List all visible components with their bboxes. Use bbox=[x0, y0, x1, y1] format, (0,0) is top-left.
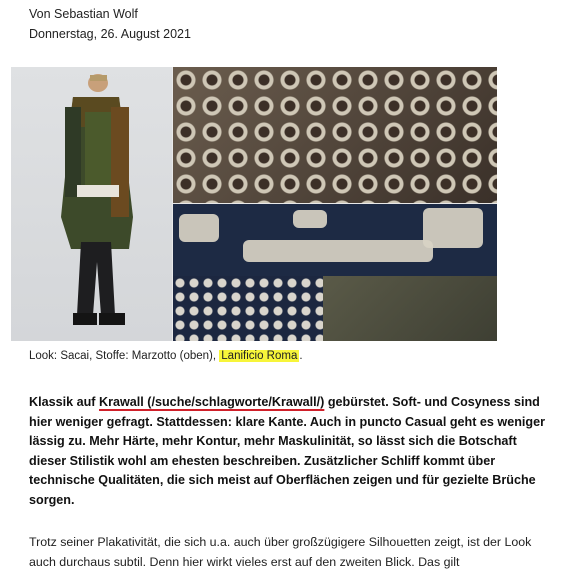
lead-text-rest: gebürstet. Soft- und Cosyness sind hier weniger gefragt. Stattdessen: klare Kante. Auch in puncto Casual geht es weniger lässig zu. Mehr Härte, mehr Kontur, mehr Maskulinität, so lässt sich die Botschaft dieser Stilistik wohl am ehesten beschreiben. Zusätzlicher Schliff kommt über technische Qualitäten, die sich meist auf Oberflächen zeigen und für gezielte Brüche sorgen. bbox=[29, 395, 545, 507]
model-illustration bbox=[11, 67, 172, 341]
caption-link-lanificio-roma[interactable]: Lanificio Roma bbox=[221, 350, 298, 362]
caption-suffix: . bbox=[299, 350, 303, 362]
fabric-photo-quilted bbox=[323, 276, 497, 341]
publish-date: Donnerstag, 26. August 2021 bbox=[29, 27, 191, 41]
krawall-link[interactable]: Krawall (/suche/schlagworte/Krawall/) bbox=[99, 395, 325, 409]
caption-text: Look: Sacai, Stoffe: Marzotto (oben), bbox=[29, 350, 220, 362]
fabric-photo-lanificio-bottom bbox=[173, 276, 323, 341]
fabric-photo-marzotto bbox=[173, 67, 497, 203]
lead-paragraph bbox=[29, 393, 549, 510]
byline bbox=[29, 4, 191, 44]
author: Von Sebastian Wolf bbox=[29, 7, 138, 21]
article-figure bbox=[11, 67, 497, 341]
model-photo bbox=[11, 67, 172, 341]
body-paragraph: Trotz seiner Plakativität, die sich u.a. auch über großzügigere Silhouetten zeigt, ist der Look auch durchaus subtil. Denn hier wirkt vieles erst auf den zweiten Blick. Das gilt bbox=[29, 535, 532, 569]
fabric-photo-lanificio-mid bbox=[173, 204, 497, 276]
lead-text-start: Klassik auf bbox=[29, 395, 99, 409]
figure-caption bbox=[29, 347, 303, 365]
